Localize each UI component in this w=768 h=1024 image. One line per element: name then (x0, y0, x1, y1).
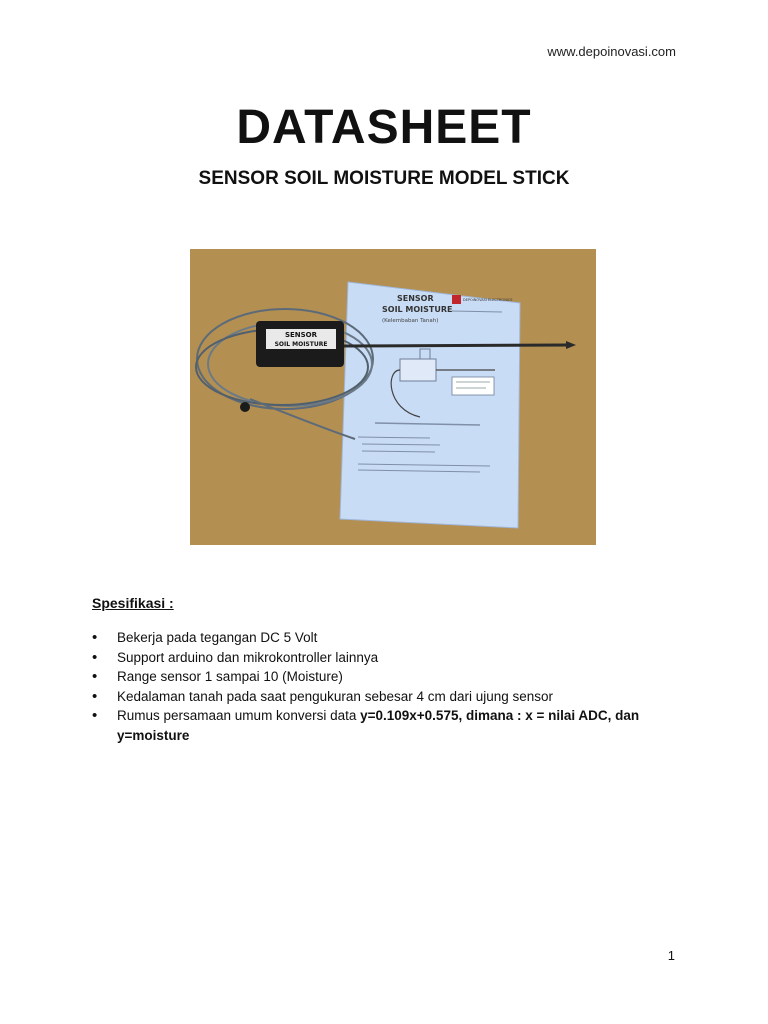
spec-heading: Spesifikasi : (92, 595, 174, 611)
spec-item: • Range sensor 1 sampai 10 (Moisture) (92, 667, 682, 687)
sheet-title-line1: SENSOR (397, 294, 434, 303)
sheet-diagram-callout (452, 377, 494, 395)
spec-item: • Kedalaman tanah pada saat pengukuran sebesar 4 cm dari ujung sensor (92, 687, 682, 707)
document-subtitle: SENSOR SOIL MOISTURE MODEL STICK (198, 168, 570, 189)
sheet-title-line2: SOIL MOISTURE (382, 305, 453, 314)
spec-list (92, 628, 682, 745)
sheet-logo-text: DEPOINOVASI ELECTRONICS (463, 298, 513, 302)
spec-item: • Support arduino dan mikrokontroller lainnya (92, 648, 682, 668)
document-title: DATASHEET (236, 101, 532, 154)
product-photo-illustration (190, 249, 596, 545)
module-label-line1: SENSOR (284, 331, 318, 339)
module-label-line2: SOIL MOISTURE (274, 341, 328, 348)
formula-expression: y=0.109x+0.575, dimana : x = nilai ADC, dan y=moisture (117, 708, 640, 743)
probe-stick (340, 345, 568, 346)
sheet-subtitle: (Kelembaban Tanah) (382, 318, 439, 324)
spec-item-formula (92, 706, 682, 745)
sheet-diagram-module (400, 359, 436, 381)
product-photo (190, 249, 596, 545)
page-number: 1 (667, 948, 675, 963)
website-url: www.depoinovasi.com (547, 44, 676, 59)
sheet-logo-mark (452, 295, 461, 304)
formula-prefix: Rumus persamaan umum konversi data (117, 708, 361, 723)
spec-item: • Bekerja pada tegangan DC 5 Volt (92, 628, 682, 648)
cable-connector (240, 402, 250, 412)
